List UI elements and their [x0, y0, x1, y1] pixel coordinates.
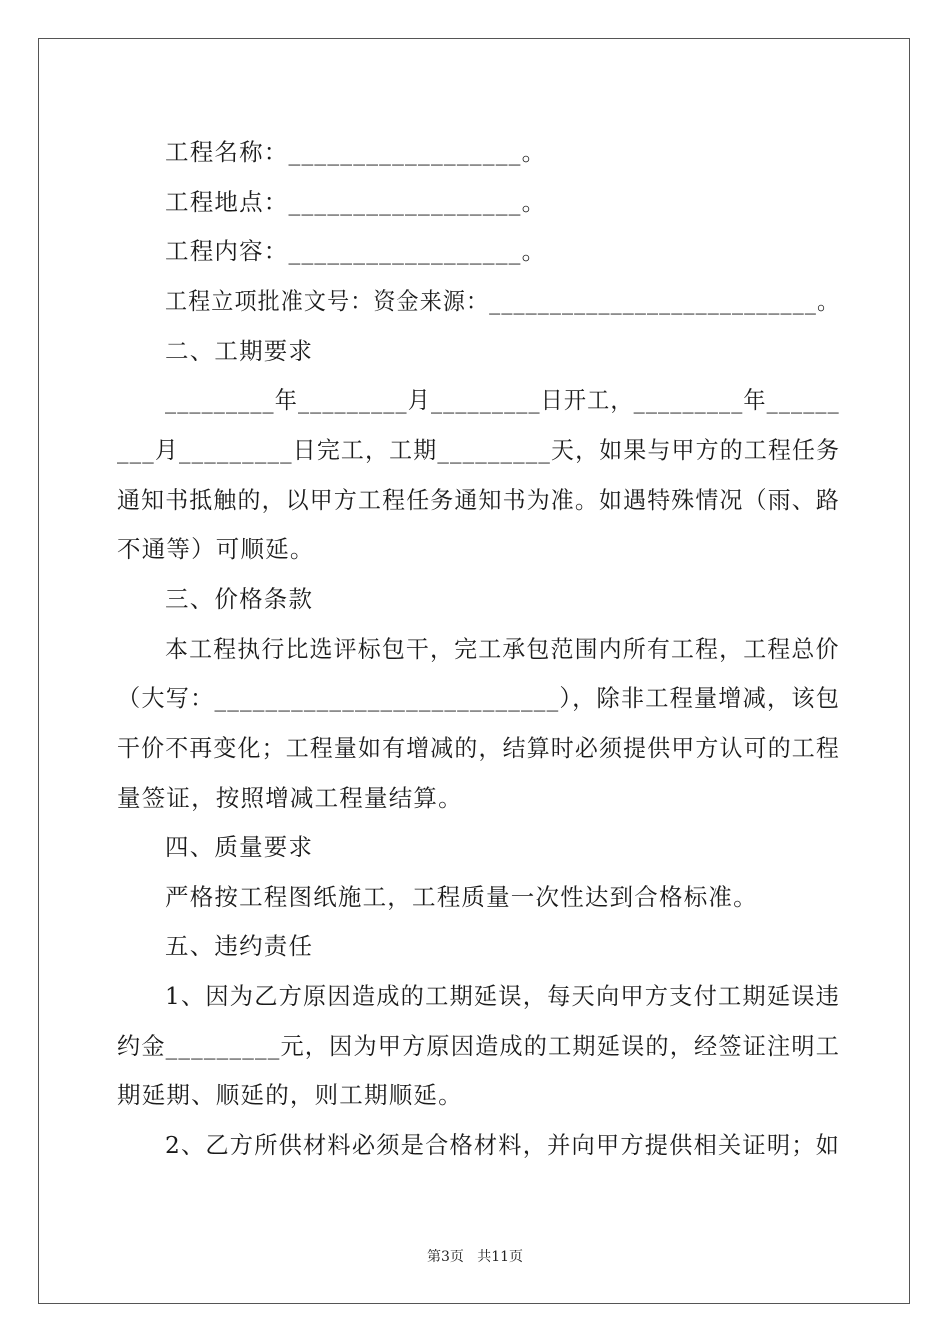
paragraph-line: 通知书抵触的，以甲方工程任务通知书为准。如遇特殊情况（雨、路: [117, 486, 840, 514]
paragraph-line: 严格按工程图纸施工，工程质量一次性达到合格标准。: [165, 883, 758, 911]
paragraph-line: 干价不再变化；工程量如有增减的，结算时必须提供甲方认可的工程: [117, 734, 840, 762]
field-project-name: 工程名称：__________________。: [165, 138, 547, 166]
paragraph-line: （大写：___________________________），除非工程量增减，该包: [117, 684, 841, 712]
paragraph-line: 约金_________元，因为甲方原因造成的工期延误的，经签证注明工: [117, 1032, 841, 1060]
paragraph-line: 1、因为乙方原因造成的工期延误，每天向甲方支付工期延误违: [165, 982, 841, 1010]
section-heading-price: 三、价格条款: [165, 585, 314, 613]
section-heading-quality: 四、质量要求: [165, 833, 314, 861]
field-approval-number: 工程立项批准文号：资金来源：___________________________。: [165, 287, 841, 315]
paragraph-line: 2、乙方所供材料必须是合格材料，并向甲方提供相关证明；如: [165, 1131, 841, 1159]
section-heading-liability: 五、违约责任: [165, 932, 314, 960]
page-number-footer: 第3页 共11页: [426, 1249, 524, 1265]
paragraph-line: 本工程执行比选评标包干，完工承包范围内所有工程，工程总价: [165, 635, 840, 663]
paragraph-line: _________年_________月_________日开工，_________年______: [165, 386, 840, 414]
field-project-location: 工程地点：__________________。: [165, 188, 547, 216]
field-project-content: 工程内容：__________________。: [165, 237, 547, 265]
paragraph-line: 量签证，按照增减工程量结算。: [117, 784, 463, 812]
paragraph-line: ___月_________日完工，工期_________天，如果与甲方的工程任务: [117, 436, 841, 464]
paragraph-line: 不通等）可顺延。: [117, 535, 315, 563]
page-border: [38, 38, 910, 1304]
paragraph-line: 期延期、顺延的，则工期顺延。: [117, 1081, 463, 1109]
section-heading-schedule: 二、工期要求: [165, 337, 314, 365]
